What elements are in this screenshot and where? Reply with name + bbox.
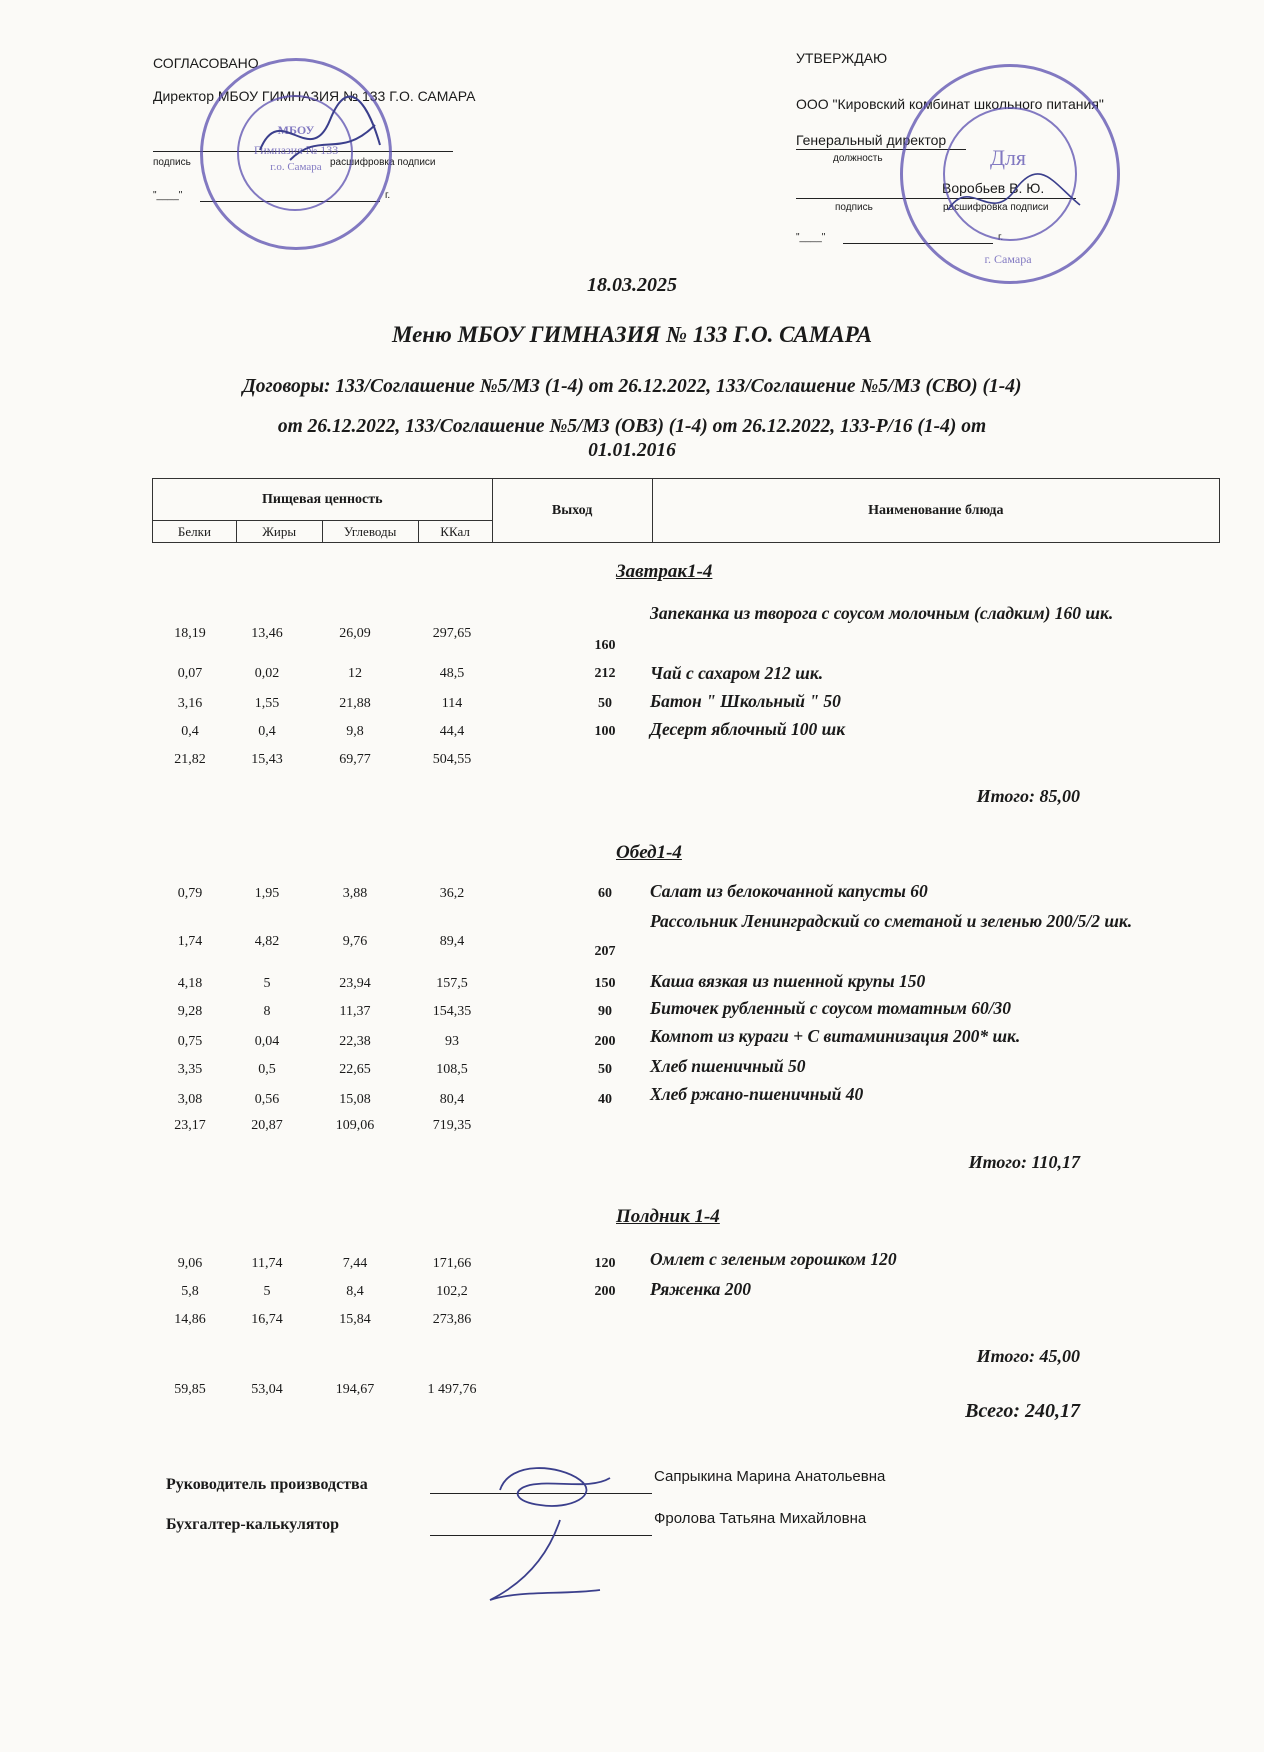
approve-left-caption-decode: расшифровка подписи — [330, 157, 436, 168]
menu-table-header — [152, 478, 1220, 543]
table-row: 3,16 1,55 21,88 114 50 — [177, 696, 612, 711]
approve-right-org: ООО "Кировский комбинат школьного питания" — [796, 96, 1104, 112]
section-title-lunch: Обед1-4 — [616, 842, 682, 863]
table-row: 4,18 5 23,94 157,5 150 — [177, 976, 616, 991]
approve-right-caption-sign: подпись — [835, 202, 873, 213]
header-output: Выход — [492, 479, 652, 543]
approve-right-name: Воробьев В. Ю. — [942, 180, 1045, 196]
dish-name: Биточек рубленный с соусом томатным 60/30 — [650, 998, 1012, 1018]
stamp-left-top: МБОУ — [277, 123, 315, 137]
approve-right-caption-position: должность — [833, 153, 883, 164]
right-signature-scribble — [940, 170, 1090, 230]
grand-sum-row: 59,85 53,04 194,67 1 497,76 — [174, 1382, 477, 1397]
document-title: Меню МБОУ ГИМНАЗИЯ № 133 Г.О. САМАРА — [391, 322, 873, 347]
dish-name: Каша вязкая из пшенной крупы 150 — [650, 971, 926, 991]
signature-role-accountant: Бухгалтер-калькулятор — [166, 1516, 340, 1533]
contracts-line-2: от 26.12.2022, 133/Соглашение №5/МЗ (ОВЗ) (1-4) от 26.12.2022, 133-Р/16 (1-4) от — [277, 416, 987, 437]
dish-name: Запеканка из творога с соусом молочным (сладким) 160 шк. — [650, 603, 1114, 623]
stamp-left-center: Гимназия № 133 — [253, 143, 339, 157]
table-row: 9,06 11,74 7,44 171,66 120 — [177, 1256, 616, 1271]
dish-name: Хлеб ржано-пшеничный 40 — [650, 1084, 864, 1104]
dish-name: Ряженка 200 — [650, 1279, 751, 1299]
dish-name: Компот из кураги + С витаминизация 200* шк. — [650, 1026, 1021, 1046]
section-sum-row: 14,86 16,74 15,84 273,86 — [174, 1312, 472, 1327]
table-row: 3,35 0,5 22,65 108,5 50 — [177, 1062, 612, 1077]
header-protein: Белки — [153, 521, 237, 543]
left-signature-scribble — [250, 90, 390, 180]
dish-name: Хлеб пшеничный 50 — [650, 1056, 806, 1076]
approve-right-position: Генеральный директор — [796, 132, 947, 148]
header-nutrition: Пищевая ценность — [153, 479, 493, 521]
section-title-snack: Полдник 1-4 — [616, 1206, 720, 1227]
table-row: 0,75 0,04 22,38 93 200 — [177, 1034, 616, 1049]
section-total: Итого: 45,00 — [976, 1346, 1080, 1366]
signature-role-production: Руководитель производства — [166, 1476, 368, 1493]
header-kcal: ККал — [418, 521, 492, 543]
stamp-left-city: г.о. Самара — [270, 161, 322, 173]
approve-left-title: СОГЛАСОВАНО — [153, 55, 259, 71]
approve-left-year-mark: г. — [385, 190, 391, 201]
table-row: 9,28 8 11,37 154,35 90 — [177, 1004, 612, 1019]
section-total: Итого: 85,00 — [976, 786, 1080, 806]
approve-left-date-mark: "____" — [153, 190, 183, 201]
header-dish: Наименование блюда — [652, 479, 1219, 543]
contracts-line-1: Договоры: 133/Соглашение №5/МЗ (1-4) от 26.12.2022, 133/Соглашение №5/МЗ (СВО) (1-4) — [242, 376, 1022, 397]
table-row: 0,07 0,02 12 48,5 212 — [177, 666, 616, 681]
table-row: 18,19 13,46 26,09 297,65 — [174, 626, 472, 641]
approve-left-caption-sign: подпись — [153, 157, 191, 168]
dish-name: Рассольник Ленинградский со сметаной и зеленью 200/5/2 шк. — [650, 911, 1133, 931]
dish-name: Салат из белокочанной капусты 60 — [650, 881, 928, 901]
header-carbs: Углеводы — [322, 521, 418, 543]
table-row: 0,79 1,95 3,88 36,2 60 — [177, 886, 612, 901]
document-date: 18.03.2025 — [587, 274, 677, 296]
approve-right-title: УТВЕРЖДАЮ — [796, 50, 888, 66]
table-row: 5,8 5 8,4 102,2 200 — [181, 1284, 616, 1299]
stamp-right-bottom: г. Самара — [984, 252, 1032, 266]
section-sum-row: 21,82 15,43 69,77 504,55 — [174, 752, 472, 767]
grand-total: Всего: 240,17 — [965, 1400, 1080, 1422]
section-sum-row: 23,17 20,87 109,06 719,35 — [174, 1118, 472, 1133]
header-fat: Жиры — [236, 521, 322, 543]
table-row: 3,08 0,56 15,08 80,4 40 — [177, 1092, 612, 1107]
approve-right-caption-decode: расшифровка подписи — [943, 202, 1049, 213]
table-row: 1,74 4,82 9,76 89,4 — [177, 934, 465, 949]
section-title-breakfast: Завтрак1-4 — [616, 561, 713, 582]
dish-name: Батон " Школьный " 50 — [650, 691, 841, 711]
dish-name: Десерт яблочный 100 шк — [650, 719, 846, 739]
bottom-signature-scribble — [470, 1450, 630, 1610]
section-total: Итого: 110,17 — [968, 1152, 1080, 1172]
signature-name-production: Сапрыкина Марина Анатольевна — [654, 1468, 886, 1485]
approve-right-date-mark: "____" — [796, 232, 826, 243]
dish-name: Чай с сахаром 212 шк. — [650, 663, 824, 683]
approve-left-line: Директор МБОУ ГИМНАЗИЯ № 133 Г.О. САМАРА — [153, 88, 476, 104]
signature-name-accountant: Фролова Татьяна Михайловна — [654, 1510, 867, 1527]
table-row-output: 160 — [594, 638, 616, 653]
dish-name: Омлет с зеленым горошком 120 — [650, 1249, 897, 1269]
approve-right-year-mark: г. — [998, 232, 1004, 243]
table-row-output: 207 — [594, 944, 616, 959]
table-row: 0,4 0,4 9,8 44,4 100 — [181, 724, 616, 739]
stamp-right-center: Для — [989, 145, 1027, 170]
contracts-line-3: 01.01.2016 — [588, 440, 676, 461]
